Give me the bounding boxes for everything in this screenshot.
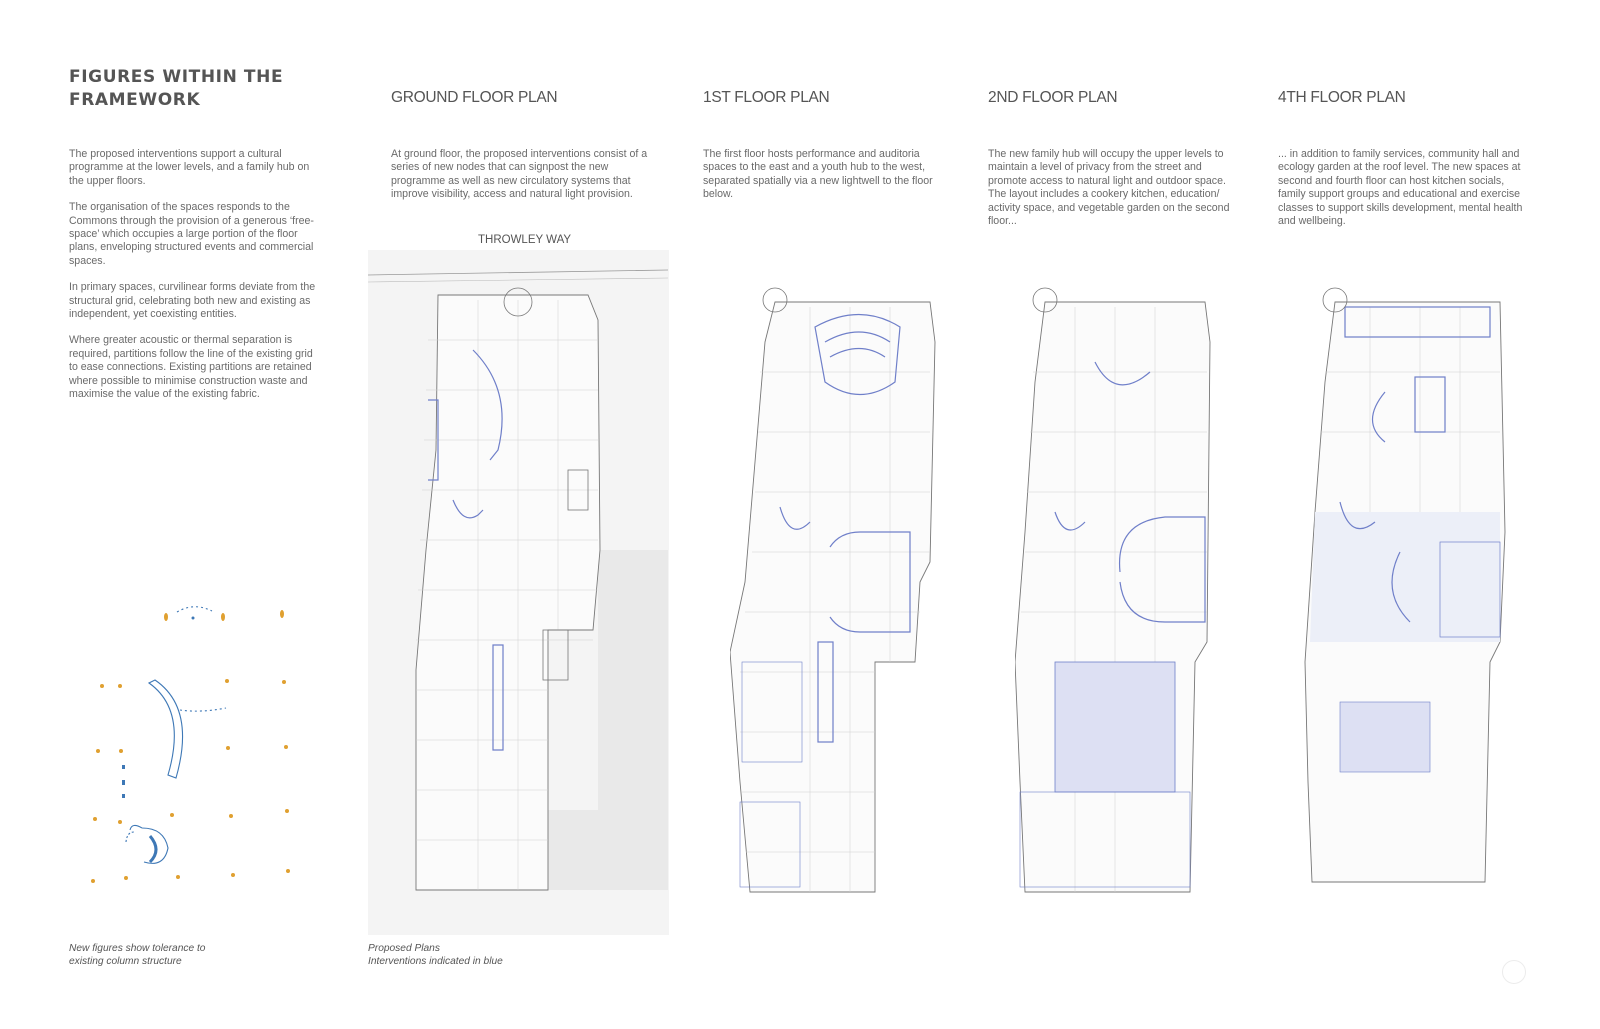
caption-line: Interventions indicated in blue bbox=[368, 956, 503, 967]
street-label-top: THROWLEY WAY bbox=[478, 234, 572, 246]
plans-caption bbox=[368, 942, 503, 968]
intro-paragraph: The organisation of the spaces responds to the Commons through the provision of a generous ‘free-space’ which occupies a large portion of the floor plans, enveloping structured events and commercial spaces. bbox=[69, 201, 314, 267]
fourth-floor-title: 4TH FLOOR PLAN bbox=[1278, 89, 1406, 106]
second-floor-drawing bbox=[1015, 282, 1215, 912]
caption-line: New figures show tolerance to bbox=[69, 943, 206, 954]
intro-paragraph: In primary spaces, curvilinear forms deviate from the structural grid, celebrating both new and existing as independent, yet coexisting entities. bbox=[69, 281, 316, 321]
ground-floor-title: GROUND FLOOR PLAN bbox=[391, 89, 558, 106]
fourth-floor-text: ... in addition to family services, community hall and ecology garden at the roof level. The new spaces at second and fourth floor can host kitchen socials, family support groups and educational and exercise classes to support skills development, mental health and wellbeing. bbox=[1278, 148, 1523, 228]
second-floor-title: 2ND FLOOR PLAN bbox=[988, 89, 1118, 106]
figure-shapes bbox=[126, 607, 226, 864]
caption-line: Proposed Plans bbox=[368, 943, 440, 954]
intro-paragraph: The proposed interventions support a cultural programme at the lower levels, and a family hub on the upper floors. bbox=[69, 148, 310, 187]
ground-floor-drawing bbox=[368, 250, 669, 935]
figure-marks bbox=[122, 617, 195, 799]
page-title: FIGURES WITHIN THE FRAMEWORK bbox=[69, 67, 284, 110]
intro-text bbox=[69, 148, 324, 415]
second-floor-plan bbox=[1015, 282, 1215, 912]
fourth-floor-drawing bbox=[1300, 282, 1515, 912]
fourth-floor-plan bbox=[1300, 282, 1515, 912]
first-floor-text: The first floor hosts performance and auditoria spaces to the east and a youth hub to the west, separated spatially via a new lightwell to the floor below. bbox=[703, 148, 933, 201]
caption-line: existing column structure bbox=[69, 956, 182, 967]
ground-floor-text: At ground floor, the proposed interventions consist of a series of new nodes that can signpost the new programme as well as new circulatory systems that improve visibility, access and natural light provision. bbox=[391, 148, 648, 201]
column-dots bbox=[91, 610, 290, 883]
first-floor-drawing bbox=[730, 282, 945, 912]
figures-diagram-drawing bbox=[80, 600, 310, 900]
first-floor-title: 1ST FLOOR PLAN bbox=[703, 89, 830, 106]
ground-floor-plan bbox=[368, 250, 669, 935]
figures-caption bbox=[69, 942, 205, 968]
first-floor-plan bbox=[730, 282, 945, 912]
second-floor-text: The new family hub will occupy the upper levels to maintain a level of privacy from the street and promote access to natural light and outdoor space. The layout includes a cookery kitchen, education/ activity space, and vegetable garden on the second floor... bbox=[988, 148, 1230, 228]
page-marker bbox=[1502, 960, 1526, 984]
intro-paragraph: Where greater acoustic or thermal separation is required, partitions follow the line of the existing grid to ease connections. Existing partitions are retained where possible to minimise construction waste and maximise the value of the existing fabric. bbox=[69, 334, 313, 401]
figures-diagram bbox=[80, 600, 310, 900]
